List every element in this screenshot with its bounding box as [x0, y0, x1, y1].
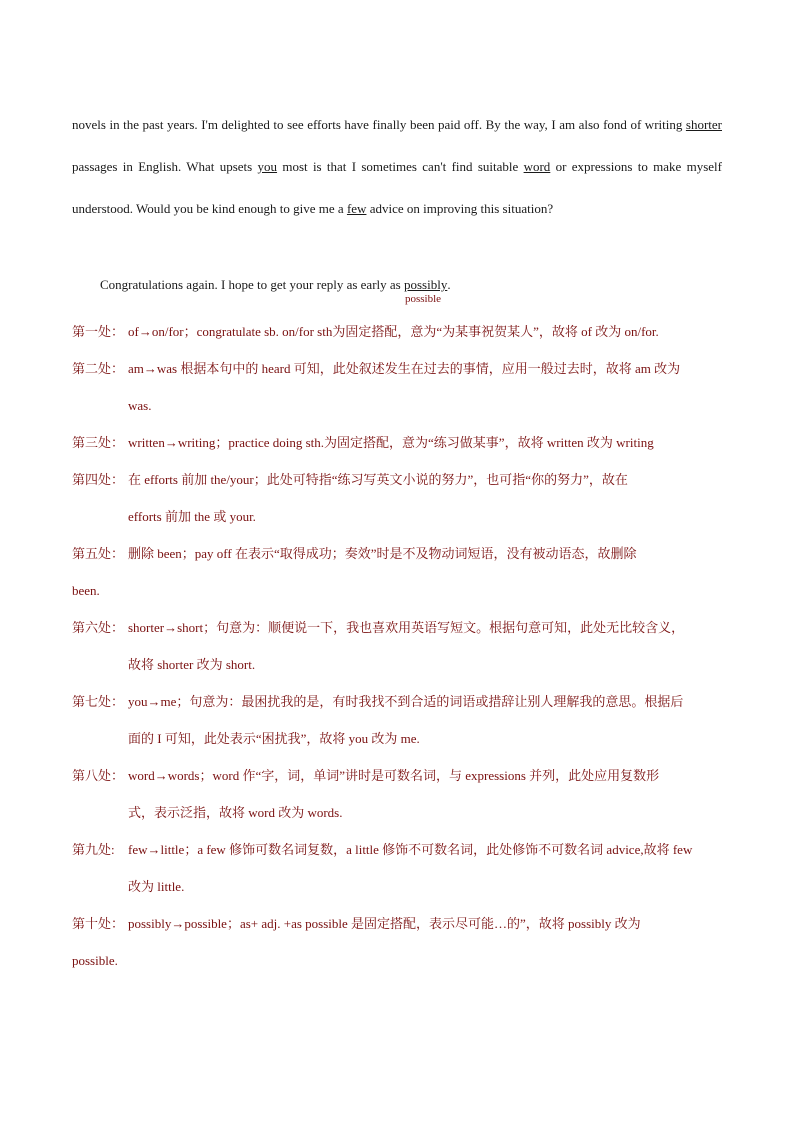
note-6: [72, 609, 724, 683]
essay-text: novels in the past years. I'm delighted to see efforts have finally been paid off. By the way, I am also fond of writing: [72, 117, 686, 132]
error-word-possibly: possibly: [403, 277, 448, 292]
note-text-cont: 式，表示泛指，故将 word 改为 words.: [128, 805, 343, 820]
note-1: [72, 313, 724, 350]
note-text: possibly→possible；as+ adj. +as possible 是固定搭配，表示尽可能…的”，故将 possibly 改为: [128, 916, 641, 931]
note-label: 第一处：: [72, 324, 125, 339]
note-label: 第十处：: [72, 916, 125, 931]
note-label: 第六处：: [72, 620, 125, 635]
note-label: 第四处：: [72, 472, 125, 487]
note-label: 第八处：: [72, 768, 125, 783]
note-10: [72, 905, 724, 979]
error-word-you: you: [257, 159, 278, 174]
note-text: you→me；句意为：最困扰我的是，有时我找不到合适的词语或措辞让别人理解我的意思。根据后: [128, 694, 684, 709]
essay-text: most is that I sometimes can't find suitable: [277, 159, 524, 174]
answer-notes: [72, 313, 724, 979]
essay-text: advice on improving this situation?: [366, 201, 554, 216]
error-word-possibly-wrap: [403, 276, 448, 305]
note-7: [72, 683, 724, 757]
note-4: [72, 461, 724, 535]
error-word-few: few: [346, 201, 367, 216]
essay-text: passages in English. What upsets: [72, 159, 258, 174]
closing-text: Congratulations again. I hope to get your reply as early as: [100, 277, 404, 292]
closing-line: [100, 276, 451, 305]
note-label: 第九处:: [72, 842, 115, 857]
note-2: [72, 350, 724, 424]
note-text: 删除 been；pay off 在表示“取得成功；奏效”时是不及物动词短语，没有被动语态，故删除: [128, 546, 637, 561]
note-3: [72, 424, 724, 461]
note-text-cont: efforts 前加 the 或 your.: [128, 509, 256, 524]
note-8: [72, 757, 724, 831]
note-text: few→little；a few 修饰可数名词复数，a little 修饰不可数名词，此处修饰不可数名词 advice,故将 few: [128, 842, 693, 857]
essay-text: or expressions to make myself understood. Would you be kind enough to give me a: [72, 159, 722, 216]
correction-possible: possible: [404, 293, 442, 305]
note-text-cont: 面的 I 可知，此处表示“困扰我”，故将 you 改为 me.: [128, 731, 420, 746]
note-text-cont: been.: [72, 583, 100, 598]
note-text: 在 efforts 前加 the/your；此处可特指“练习写英文小说的努力”，也可指“你的努力”，故在: [128, 472, 628, 487]
note-label: 第三处：: [72, 435, 125, 450]
error-word-word: word: [523, 159, 551, 174]
note-text: of→on/for；congratulate sb. on/for sth为固定搭配，意为“为某事祝贺某人”，故将 of 改为 on/for.: [128, 324, 659, 339]
note-label: 第五处：: [72, 546, 125, 561]
note-text: word→words；word 作“字，词，单词”讲时是可数名词，与 expressions 并列，此处应用复数形: [128, 768, 660, 783]
note-label: 第七处：: [72, 694, 125, 709]
note-5: [72, 535, 724, 609]
note-text: am→was 根据本句中的 heard 可知，此处叙述发生在过去的事情，应用一般过去时，故将 am 改为: [128, 361, 681, 376]
essay-paragraph: [72, 104, 722, 230]
note-9: [72, 831, 724, 905]
note-text-cont: 改为 little.: [128, 879, 185, 894]
note-text-cont: possible.: [72, 953, 118, 968]
note-text: shorter→short；句意为：顺便说一下，我也喜欢用英语写短文。根据句意可知，此处无比较含义，: [128, 620, 685, 635]
closing-period: .: [447, 277, 451, 292]
note-text-cont: 故将 shorter 改为 short.: [128, 657, 256, 672]
error-word-shorter: shorter: [685, 117, 722, 132]
note-text-cont: was.: [128, 398, 152, 413]
note-label: 第二处：: [72, 361, 125, 376]
note-text: written→writing；practice doing sth.为固定搭配，意为“练习做某事”，故将 written 改为 writing: [128, 435, 654, 450]
